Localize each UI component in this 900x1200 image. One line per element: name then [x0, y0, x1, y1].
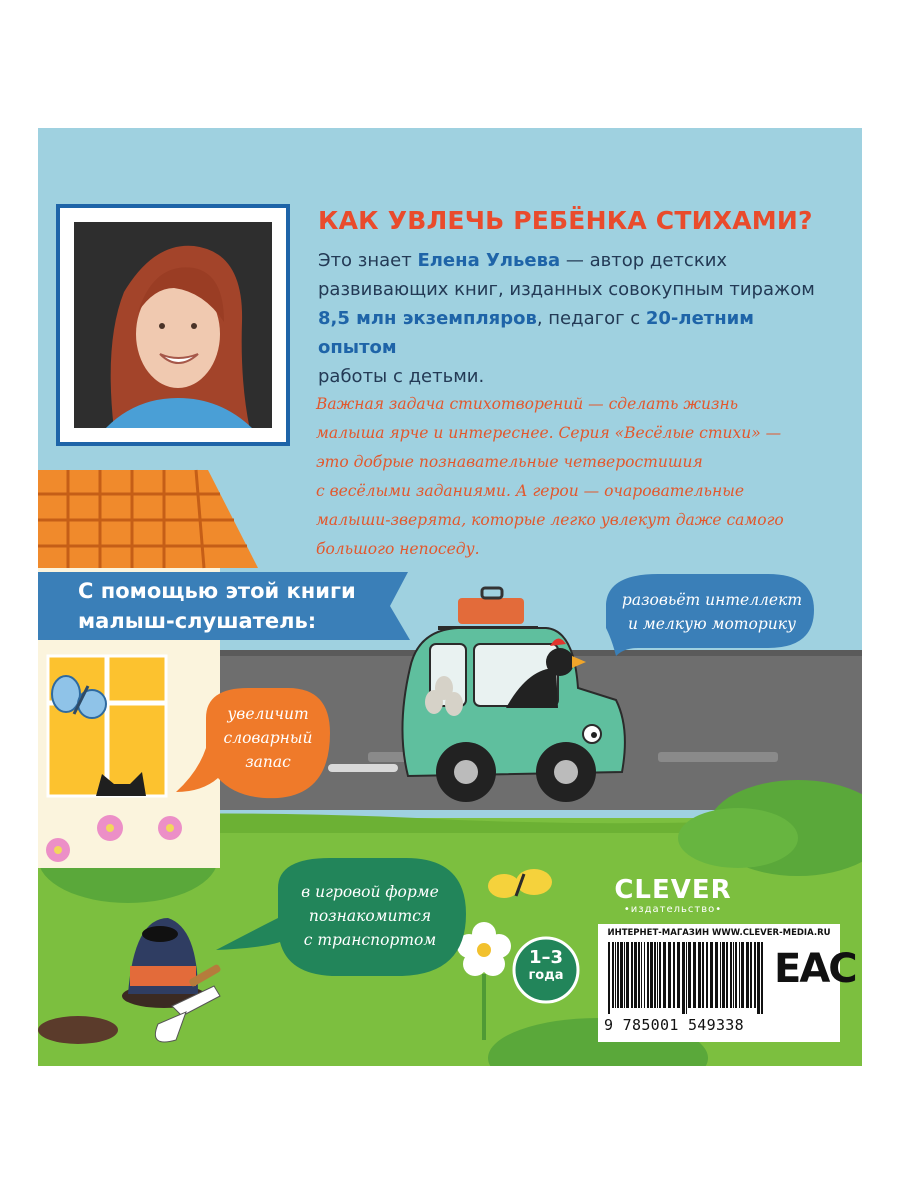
- barcode-bar: [657, 942, 658, 1008]
- book-back-cover: [38, 128, 862, 1066]
- barcode-box: [598, 924, 856, 1042]
- barcode-bar: [631, 942, 633, 1008]
- barcode-bar: [726, 942, 728, 1008]
- barcode-bar: [750, 942, 752, 1008]
- barcode-bar: [693, 942, 696, 1008]
- barcode-bar: [612, 942, 614, 1008]
- isbn-number: 9 785001 549338: [604, 1016, 744, 1034]
- barcode-bar: [668, 942, 671, 1008]
- barcode-bar: [677, 942, 680, 1008]
- barcode-bar: [620, 942, 623, 1008]
- barcode-bar: [720, 942, 721, 1008]
- barcode-bar: [739, 942, 740, 1008]
- barcode-bar: [634, 942, 637, 1008]
- barcode-bar: [659, 942, 661, 1008]
- author-photo: [74, 222, 272, 428]
- headline: КАК УВЛЕЧЬ РЕБЁНКА СТИХАМИ?: [318, 206, 813, 235]
- shop-url: ИНТЕРНЕТ-МАГАЗИН WWW.CLEVER-MEDIA.RU: [607, 928, 831, 938]
- intro-line-3: 8,5 млн экземпляров, педагог с 20-летним опытом: [318, 308, 754, 358]
- barcode-bar: [710, 942, 713, 1008]
- barcode-bar: [673, 942, 675, 1008]
- eac-mark: EAC: [774, 946, 856, 992]
- description-line: малыши-зверята, которые легко увлекут даже самого: [316, 511, 784, 529]
- barcode-bar: [663, 942, 666, 1008]
- barcode-bar: [615, 942, 616, 1008]
- barcode-bar: [733, 942, 734, 1008]
- bubble-blue-text: разовьёт интеллект и мелкую моторику: [621, 591, 803, 633]
- barcode-bar: [757, 942, 760, 1014]
- barcode-bar: [730, 942, 732, 1008]
- description-line: Важная задача стихотворений — сделать жизнь: [316, 395, 739, 413]
- intro-line-1: Это знает Елена Ульева — автор детских: [318, 250, 728, 271]
- barcode-bar: [706, 942, 708, 1008]
- barcode-bar: [626, 942, 629, 1008]
- barcode-bar: [624, 942, 625, 1008]
- barcode-bar: [746, 942, 749, 1008]
- intro-text: [318, 246, 838, 391]
- barcode-bar: [688, 942, 691, 1008]
- intro-line-2: развивающих книг, изданных совокупным тиражом: [318, 279, 815, 300]
- barcode-bar: [754, 942, 756, 1008]
- barcode-bar: [641, 942, 642, 1008]
- bubble-orange-text: увеличит словарный запас: [223, 705, 313, 771]
- barcode: [606, 942, 766, 1014]
- barcode-bar: [735, 942, 737, 1008]
- barcode-bar: [741, 942, 744, 1008]
- barcode-bar: [650, 942, 653, 1008]
- description-line: это добрые познавательные четверостишия: [316, 453, 703, 471]
- barcode-bar: [617, 942, 619, 1008]
- bubble-green-text: в игровой форме познакомится с транспортом: [301, 883, 439, 949]
- author-name: Елена Ульева: [417, 250, 561, 271]
- publisher-logo: CLEVER •издательство•: [614, 875, 732, 915]
- age-badge: 1–3 года: [528, 947, 564, 983]
- barcode-bar: [682, 942, 685, 1014]
- barcode-bar: [686, 942, 687, 1014]
- barcode-bar: [722, 942, 725, 1008]
- description-line: малыша ярче и интереснее. Серия «Весёлые стихи» —: [316, 424, 782, 442]
- series-description: [316, 390, 836, 564]
- description-line: с весёлыми заданиями. А герои — очаровательные: [316, 482, 744, 500]
- barcode-bar: [654, 942, 656, 1008]
- intro-line-4: работы с детьми.: [318, 366, 485, 387]
- barcode-bar: [638, 942, 640, 1008]
- barcode-bar: [644, 942, 645, 1008]
- banner-text: С помощью этой книги малыш-слушатель:: [78, 579, 356, 633]
- author-portrait: [74, 222, 272, 428]
- barcode-bar: [698, 942, 701, 1008]
- barcode-bar: [702, 942, 704, 1008]
- barcode-bar: [715, 942, 718, 1008]
- barcode-bar: [608, 942, 610, 1014]
- description-line: большого непоседу.: [316, 540, 480, 558]
- author-photo-frame: [56, 204, 290, 446]
- barcode-bar: [647, 942, 649, 1008]
- barcode-bar: [761, 942, 763, 1014]
